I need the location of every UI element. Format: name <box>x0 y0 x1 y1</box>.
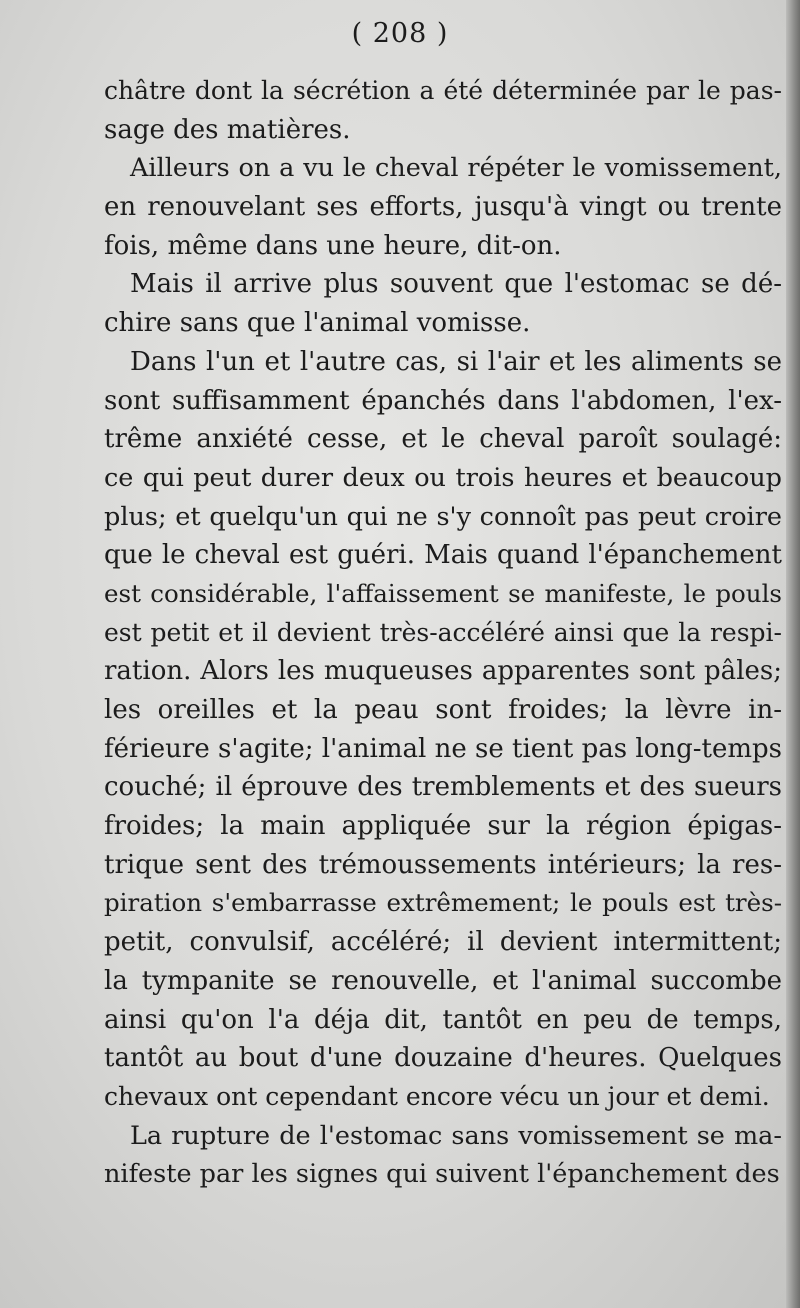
paragraph <box>104 72 782 149</box>
text-line: fois, même dans une heure, dit-on. <box>104 230 562 261</box>
text-line: chire sans que l'animal vomisse. <box>104 308 531 339</box>
text-line: férieure s'agite; l'animal ne se tient pas long-temps <box>104 733 782 764</box>
text-line: les oreilles et la peau sont froides; la lèvre in- <box>104 695 782 725</box>
text-line: Ailleurs on a vu le cheval répéter le vomissement, <box>130 153 782 184</box>
text-line: La rupture de l'estomac sans vomissement se ma- <box>130 1120 782 1151</box>
text-line: châtre dont la sécrétion a été déterminée par le pas- <box>104 76 782 105</box>
body-text <box>104 72 782 1194</box>
text-line: est considérable, l'affaissement se manifeste, le pouls <box>104 578 782 608</box>
text-line: que le cheval est guéri. Mais quand l'épanchement <box>104 540 782 571</box>
text-line: tantôt au bout d'une douzaine d'heures. Quelques <box>104 1043 782 1074</box>
text-line: trique sent des trémoussements intérieurs; la res- <box>104 849 782 880</box>
text-line: nifeste par les signes qui suivent l'épanchement des <box>104 1159 780 1190</box>
paragraph <box>104 149 782 265</box>
text-line: ainsi qu'on l'a déja dit, tantôt en peu de temps, <box>104 1004 782 1035</box>
paragraph <box>104 265 782 342</box>
text-line: ce qui peut durer deux ou trois heures et beaucoup <box>104 462 782 493</box>
text-line: Dans l'un et l'autre cas, si l'air et les aliments se <box>130 346 782 377</box>
text-line: Mais il arrive plus souvent que l'estomac se dé- <box>130 269 782 300</box>
text-line: ration. Alors les muqueuses apparentes sont pâles; <box>104 656 782 687</box>
page-number: ( 208 ) <box>351 18 449 49</box>
text-line: trême anxiété cesse, et le cheval paroît soulagé: <box>104 424 782 455</box>
text-line: piration s'embarrasse extrêmement; le pouls est très- <box>104 888 782 918</box>
text-line: chevaux ont cependant encore vécu un jour et demi. <box>104 1081 770 1111</box>
page-edge <box>786 0 800 1308</box>
text-line: en renouvelant ses efforts, jusqu'à vingt ou trente <box>104 192 782 223</box>
text-line: sage des matières. <box>104 114 351 145</box>
text-line: plus; et quelqu'un qui ne s'y connoît pas peut croire <box>104 501 782 532</box>
text-line: petit, convulsif, accéléré; il devient intermittent; <box>104 927 782 958</box>
text-line: sont suffisamment épanchés dans l'abdomen, l'ex- <box>104 385 782 416</box>
text-line: est petit et il devient très-accéléré ainsi que la respi- <box>104 617 782 647</box>
text-line: la tympanite se renouvelle, et l'animal succombe <box>104 965 782 996</box>
text-line: couché; il éprouve des tremblements et des sueurs <box>104 772 782 803</box>
paragraph <box>104 1117 782 1194</box>
text-line: froides; la main appliquée sur la région épigas- <box>104 811 782 842</box>
paragraph <box>104 343 782 1117</box>
